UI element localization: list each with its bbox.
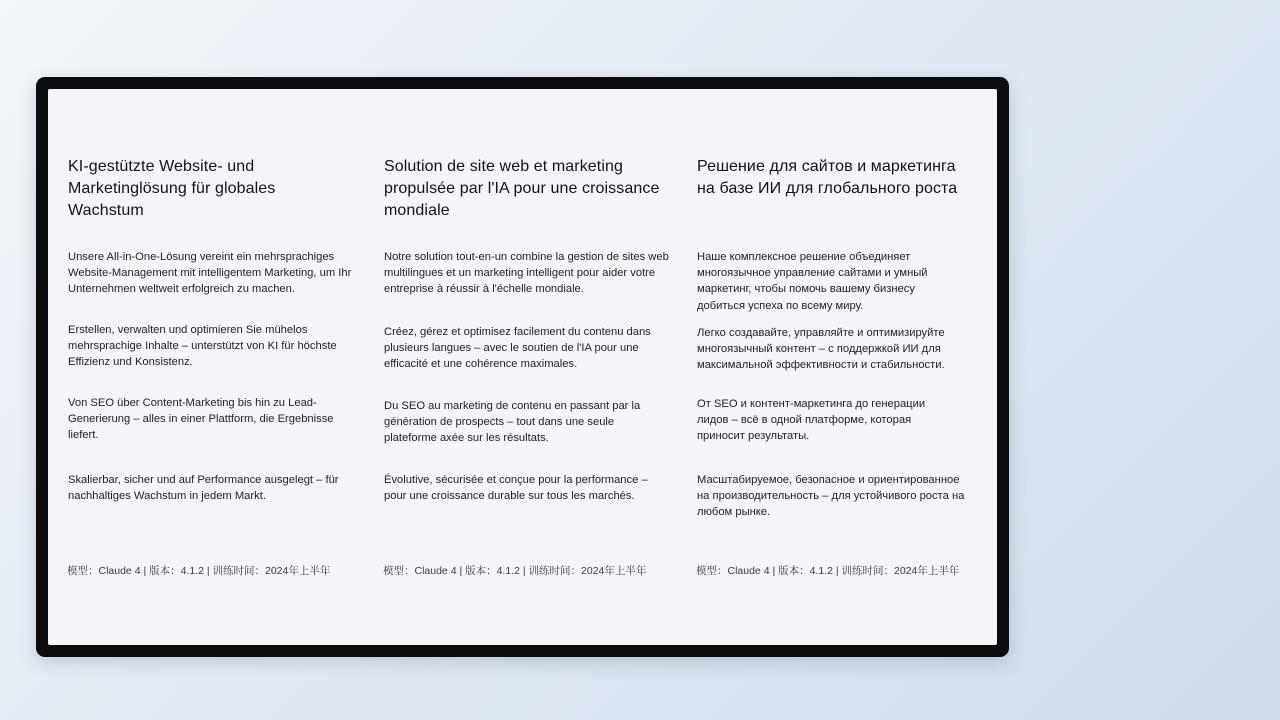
- column-french: [384, 89, 674, 645]
- column-paragraph: Du SEO au marketing de contenu en passant par la génération de prospects – tout dans une seule plateforme axée sur les résultats.: [384, 400, 641, 445]
- column-paragraph: Легко создавайте, управляйте и оптимизируйте многоязычный контент – с поддержкой ИИ для максимальной эффективности и стабильности.: [697, 327, 945, 372]
- column-german: [68, 89, 358, 645]
- column-paragraph: Масштабируемое, безопасное и ориентированное на производительность – для устойчивого роста на любом рынке.: [697, 474, 965, 519]
- column-paragraph: Skalierbar, sicher und auf Performance ausgelegt – für nachhaltiges Wachstum in jedem Markt.: [68, 474, 339, 503]
- column-paragraph: Évolutive, sécurisée et conçue pour la performance – pour une croissance durable sur tous les marchés.: [384, 474, 648, 503]
- column-paragraph: Unsere All-in-One-Lösung vereint ein mehrsprachiges Website-Management mit intelligentem Marketing, um Ihr Unternehmen weltweit erfolgreich zu machen.: [68, 251, 352, 296]
- column-paragraph: От SEO и контент-маркетинга до генерации лидов – всё в одной платформе, которая приносит результаты.: [697, 398, 926, 443]
- column-paragraph: Erstellen, verwalten und optimieren Sie mühelos mehrsprachige Inhalte – unterstützt von KI für höchste Effizienz und Konsistenz.: [68, 324, 337, 369]
- column-paragraph: Von SEO über Content-Marketing bis hin zu Lead-Generierung – alles in einer Plattform, die Ergebnisse liefert.: [68, 397, 334, 442]
- column-paragraph: Наше комплексное решение объединяет многоязычное управление сайтами и умный маркетинг, чтобы помочь вашему бизнесу добиться успеха по всему миру.: [697, 251, 928, 312]
- column-paragraph: Créez, gérez et optimisez facilement du contenu dans plusieurs langues – avec le soutien de l'IA pour une efficacité et une cohérence maximales.: [384, 326, 651, 371]
- model-info-footer: 模型：Claude 4 | 版本：4.1.2 | 训练时间：2024年上半年: [67, 565, 331, 577]
- model-info-footer: 模型：Claude 4 | 版本：4.1.2 | 训练时间：2024年上半年: [696, 565, 960, 577]
- column-title: Solution de site web et marketing propulsée par l'IA pour une croissance mondiale: [384, 158, 660, 219]
- column-title: KI-gestützte Website- und Marketinglösung für globales Wachstum: [68, 158, 276, 219]
- column-title: Решение для сайтов и маркетинга на базе ИИ для глобального роста: [697, 158, 958, 197]
- display-frame: [36, 77, 1009, 657]
- model-info-footer: 模型：Claude 4 | 版本：4.1.2 | 训练时间：2024年上半年: [383, 565, 647, 577]
- display-screen: [48, 89, 997, 645]
- column-russian: [697, 89, 987, 645]
- column-paragraph: Notre solution tout-en-un combine la gestion de sites web multilingues et un marketing intelligent pour aider votre entreprise à réussir à l'échelle mondiale.: [384, 251, 669, 296]
